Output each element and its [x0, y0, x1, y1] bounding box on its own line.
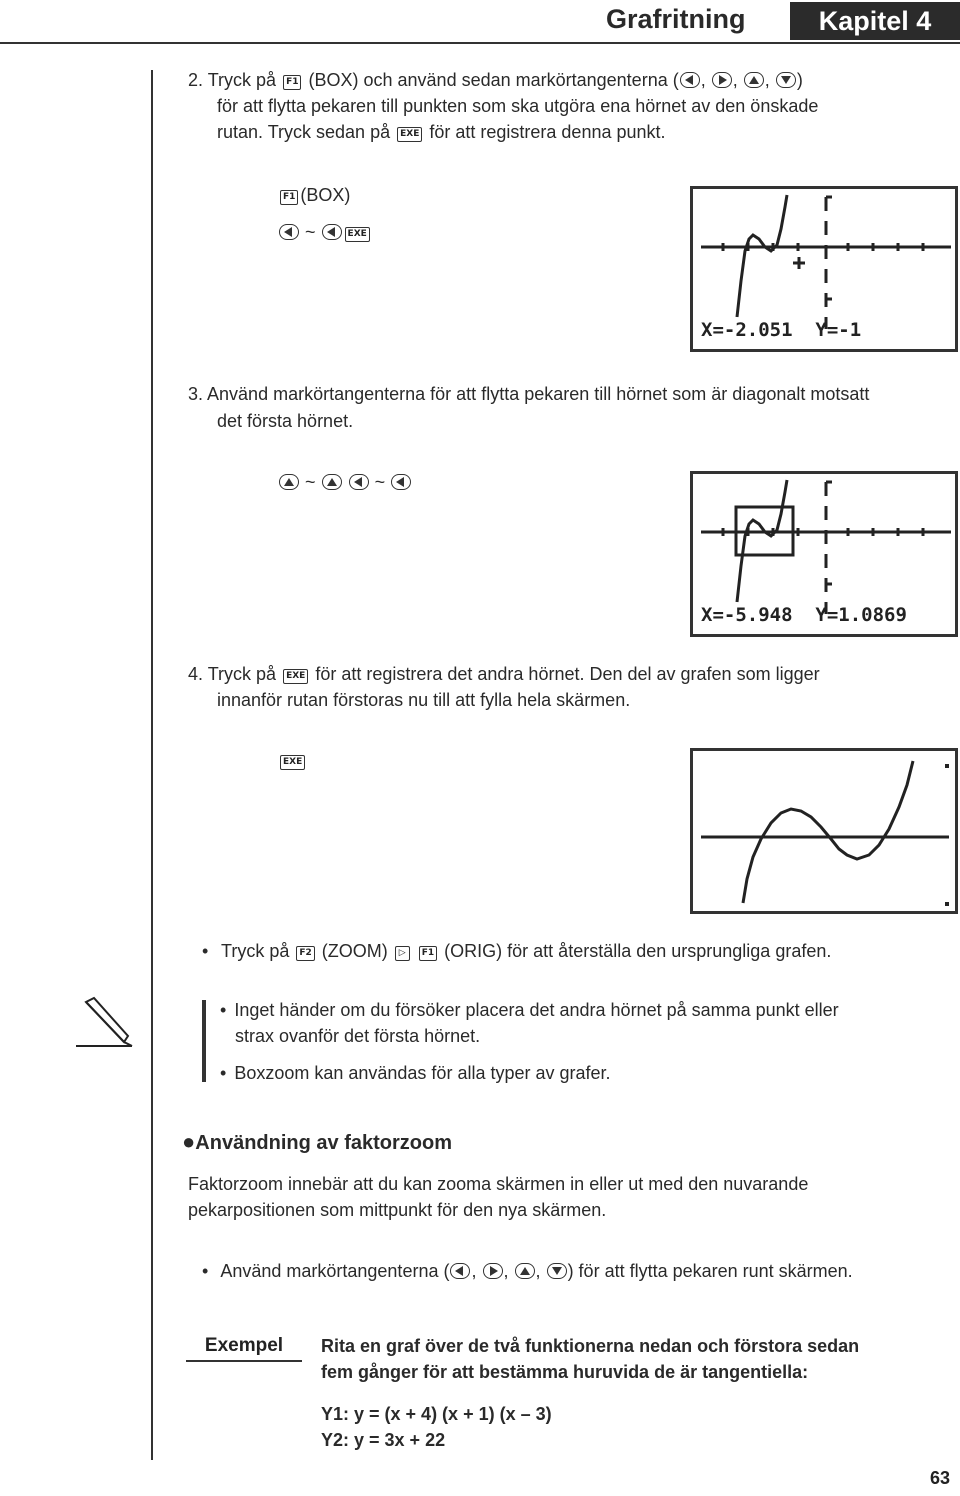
coordinate-readout	[701, 604, 907, 626]
screen-3-graph	[693, 751, 955, 911]
note-bar	[202, 1000, 206, 1082]
note-1: • Inget händer om du försöker placera det andra hörnet på samma punkt eller	[220, 998, 839, 1023]
exe-key-icon: EXE	[280, 755, 305, 770]
step-text: för att registrera det andra hörnet. Den del av grafen som ligger	[315, 664, 820, 684]
section-paragraph-2: pekarpositionen som mittpunkt för den nya skärmen.	[188, 1200, 607, 1220]
step-2-line-2: för att flytta pekaren till punkten som ska utgöra ena hörnet av den önskade	[217, 96, 819, 116]
key-sequence-exe	[278, 748, 307, 773]
heading-text: Användning av faktorzoom	[195, 1132, 452, 1154]
f1-key-icon: F1	[419, 946, 437, 961]
pencil-note-icon	[76, 996, 138, 1050]
step-3-line-2: det första hörnet.	[217, 411, 354, 431]
page-header-title: Grafritning	[606, 4, 746, 34]
f1-key-icon: F1	[283, 75, 301, 90]
zoom-orig-note	[202, 939, 831, 964]
step-text: (BOX) och använd sedan markörtangenterna (	[308, 70, 679, 90]
separator: )	[796, 70, 803, 90]
right-arrow-key-icon	[712, 72, 732, 88]
step-2	[188, 68, 803, 93]
key-sequence-up-left	[278, 470, 412, 495]
note-text: Använd markörtangenterna (	[220, 1261, 450, 1281]
calculator-screen-1	[690, 186, 958, 352]
step-text: Tryck på	[207, 664, 277, 684]
note-1-line-2: strax ovanför det första hörnet.	[235, 1026, 481, 1046]
up-arrow-key-icon	[515, 1263, 535, 1279]
function-y1: Y1: y = (x + 4) (x + 1) (x – 3)	[321, 1404, 552, 1424]
step-number: 2.	[188, 70, 204, 90]
exe-key-icon: EXE	[397, 127, 422, 142]
separator: ,	[535, 1261, 541, 1281]
up-arrow-key-icon	[744, 72, 764, 88]
exe-key-icon: EXE	[283, 669, 308, 684]
right-arrow-key-icon	[483, 1263, 503, 1279]
separator: ,	[732, 70, 738, 90]
left-arrow-key-icon	[322, 224, 342, 240]
readout-y: Y=-1	[815, 319, 862, 341]
step-number: 4.	[188, 664, 204, 684]
left-arrow-key-icon	[349, 474, 369, 490]
section-heading	[182, 1129, 452, 1155]
right-triangle-key-icon: ▷	[395, 946, 410, 961]
calculator-screen-2	[690, 471, 958, 637]
left-arrow-key-icon	[450, 1263, 470, 1279]
separator: ,	[471, 1261, 477, 1281]
note-text: ) för att flytta pekaren runt skärmen.	[567, 1261, 853, 1281]
readout-y: Y=1.0869	[815, 604, 907, 626]
step-4-line-2: innanför rutan förstoras nu till att fylla hela skärmen.	[217, 690, 631, 710]
key-sequence-box	[278, 183, 350, 208]
tilde: ~	[305, 472, 316, 492]
bullet-dot-icon: ●	[182, 1129, 196, 1154]
tilde: ~	[374, 472, 386, 492]
note-text: Tryck på	[221, 941, 290, 961]
f2-key-icon: F2	[296, 946, 314, 961]
calculator-screen-3	[690, 748, 958, 914]
step-text: Använd markörtangenterna för att flytta pekaren till hörnet som är diagonalt motsatt	[207, 384, 870, 404]
down-arrow-key-icon	[547, 1263, 567, 1279]
step-text: rutan. Tryck sedan på	[217, 122, 391, 142]
note-2: • Boxzoom kan användas för alla typer av grafer.	[220, 1061, 611, 1086]
note-text: (ORIG) för att återställa den ursprungliga grafen.	[444, 941, 832, 961]
header-rule	[0, 42, 960, 44]
left-arrow-key-icon	[680, 72, 700, 88]
separator: ,	[764, 70, 770, 90]
example-line-1: Rita en graf över de två funktionerna nedan och förstora sedan	[321, 1336, 860, 1356]
coordinate-readout	[701, 319, 861, 341]
page-number: 63	[930, 1468, 951, 1488]
cursor-keys-note	[202, 1259, 853, 1284]
readout-x: X=-5.948	[701, 604, 793, 626]
section-paragraph-1: Faktorzoom innebär att du kan zooma skärmen in eller ut med den nuvarande	[188, 1174, 809, 1194]
key-label: (BOX)	[300, 185, 351, 205]
example-label: Exempel	[186, 1335, 302, 1362]
chapter-badge: Kapitel 4	[790, 2, 960, 40]
f1-key-icon: F1	[280, 190, 298, 205]
step-2-line-3	[217, 120, 666, 145]
tilde: ~	[305, 222, 316, 242]
separator: ,	[700, 70, 706, 90]
down-arrow-key-icon	[776, 72, 796, 88]
function-y2: Y2: y = 3x + 22	[321, 1430, 446, 1450]
step-text: Tryck på	[207, 70, 277, 90]
note-text: (ZOOM)	[321, 941, 388, 961]
example-line-2: fem gånger för att bestämma huruvida de är tangentiella:	[321, 1362, 809, 1382]
step-3	[188, 382, 869, 407]
up-arrow-key-icon	[322, 474, 342, 490]
exe-key-icon: EXE	[345, 227, 370, 242]
readout-x: X=-2.051	[701, 319, 793, 341]
up-arrow-key-icon	[279, 474, 299, 490]
left-arrow-key-icon	[279, 224, 299, 240]
step-4	[188, 662, 820, 687]
step-text: för att registrera denna punkt.	[429, 122, 666, 142]
separator: ,	[503, 1261, 509, 1281]
step-number: 3.	[188, 384, 204, 404]
key-sequence-left	[278, 220, 372, 245]
left-arrow-key-icon	[391, 474, 411, 490]
margin-rule	[151, 70, 153, 1460]
